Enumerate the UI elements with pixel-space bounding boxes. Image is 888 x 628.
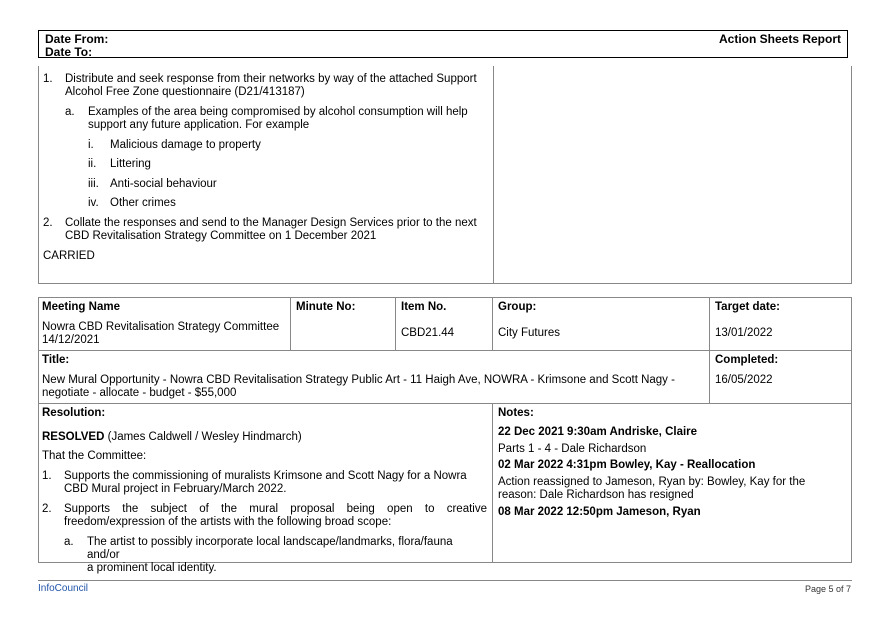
title-value bbox=[42, 374, 704, 400]
text-line: New Mural Opportunity - Nowra CBD Revitalisation Strategy Public Art - 11 Haigh Ave, NOWRA - Krimsone and Scott Nagy - bbox=[42, 374, 675, 386]
list-number: iv. bbox=[88, 197, 99, 209]
list-item bbox=[88, 106, 488, 132]
list-item bbox=[65, 73, 488, 99]
meeting-name-label: Meeting Name bbox=[42, 301, 120, 313]
carried-status: CARRIED bbox=[43, 250, 95, 262]
text-line: reason: Dale Richardson has resigned bbox=[498, 489, 694, 501]
completed-value: 16/05/2022 bbox=[715, 374, 773, 386]
list-number: a. bbox=[65, 106, 75, 118]
note-body: Parts 1 - 4 - Dale Richardson bbox=[498, 443, 647, 455]
list-number: 2. bbox=[42, 503, 52, 515]
action-sheet-table bbox=[38, 297, 852, 574]
text-line: Alcohol Free Zone questionnaire (D21/413187) bbox=[65, 86, 305, 98]
note-heading: 02 Mar 2022 4:31pm Bowley, Kay - Reallocation bbox=[498, 459, 756, 471]
notes-label: Notes: bbox=[498, 407, 534, 419]
text-line: Collate the responses and send to the Manager Design Services prior to the next bbox=[65, 217, 477, 229]
list-item bbox=[65, 217, 488, 243]
list-item: Anti-social behaviour bbox=[110, 178, 217, 190]
page-number: Page 5 of 7 bbox=[804, 584, 851, 594]
list-number: a. bbox=[64, 536, 74, 548]
minute-no-label: Minute No: bbox=[296, 301, 356, 313]
target-date-value: 13/01/2022 bbox=[715, 327, 773, 339]
list-item: Malicious damage to property bbox=[110, 139, 261, 151]
list-number: i. bbox=[88, 139, 94, 151]
previous-resolution-continuation bbox=[38, 66, 852, 284]
date-to-label: Date To: bbox=[45, 45, 93, 59]
resolved-movers: (James Caldwell / Wesley Hindmarch) bbox=[104, 431, 302, 443]
resolution-label: Resolution: bbox=[42, 407, 106, 419]
meeting-name-value bbox=[42, 321, 279, 347]
list-item: Littering bbox=[110, 158, 151, 170]
list-number: ii. bbox=[88, 158, 97, 170]
list-number: 1. bbox=[42, 470, 52, 482]
column-divider bbox=[493, 66, 494, 283]
resolved-line bbox=[42, 431, 302, 444]
note-body bbox=[498, 476, 843, 502]
note-heading: 08 Mar 2022 12:50pm Jameson, Ryan bbox=[498, 506, 701, 518]
date-from-label: Date From: bbox=[45, 32, 109, 46]
text-line: Nowra CBD Revitalisation Strategy Committee bbox=[42, 321, 280, 333]
text-line: Supports the subject of the mural proposal being open to creative bbox=[64, 503, 487, 515]
text-line: freedom/expression of the artists with the following broad scope: bbox=[64, 516, 392, 528]
text-line: Distribute and seek response from their networks by way of the attached Support bbox=[65, 73, 477, 85]
list-number: 2. bbox=[43, 217, 53, 229]
target-date-label: Target date: bbox=[715, 301, 780, 313]
list-number: 1. bbox=[43, 73, 53, 85]
list-number: iii. bbox=[88, 178, 99, 190]
report-header bbox=[38, 30, 848, 58]
note-heading: 22 Dec 2021 9:30am Andriske, Claire bbox=[498, 426, 698, 438]
text-line: support any future application. For example bbox=[88, 119, 310, 131]
text-line: Examples of the area being compromised by alcohol consumption will help bbox=[88, 106, 468, 118]
resolved-word: RESOLVED bbox=[42, 431, 105, 443]
report-title: Action Sheets Report bbox=[718, 32, 841, 46]
text-line: Action reassigned to Jameson, Ryan by: Bowley, Kay for the bbox=[498, 476, 806, 488]
text-line: Supports the commissioning of muralists Krimsone and Scott Nagy for a Nowra bbox=[64, 470, 467, 482]
title-label: Title: bbox=[42, 354, 70, 366]
text-line: The artist to possibly incorporate local landscape/landmarks, flora/fauna and/or bbox=[87, 536, 453, 561]
text-line: CBD Mural project in February/March 2022. bbox=[64, 483, 287, 495]
text-line: a prominent local identity. bbox=[87, 562, 217, 574]
item-no-label: Item No. bbox=[401, 301, 447, 313]
footer-divider bbox=[38, 580, 852, 581]
list-item: Other crimes bbox=[110, 197, 176, 209]
group-label: Group: bbox=[498, 301, 537, 313]
item-no-value: CBD21.44 bbox=[401, 327, 455, 339]
list-item bbox=[64, 503, 487, 529]
footer-brand: InfoCouncil bbox=[38, 583, 89, 594]
text-line: CBD Revitalisation Strategy Committee on 1 December 2021 bbox=[65, 230, 377, 242]
list-item bbox=[64, 470, 487, 496]
list-item bbox=[87, 536, 487, 575]
completed-label: Completed: bbox=[715, 354, 779, 366]
that-committee: That the Committee: bbox=[42, 450, 147, 462]
group-value: City Futures bbox=[498, 327, 560, 339]
text-line: 14/12/2021 bbox=[42, 334, 100, 346]
text-line: negotiate - allocate - budget - $55,000 bbox=[42, 387, 237, 399]
